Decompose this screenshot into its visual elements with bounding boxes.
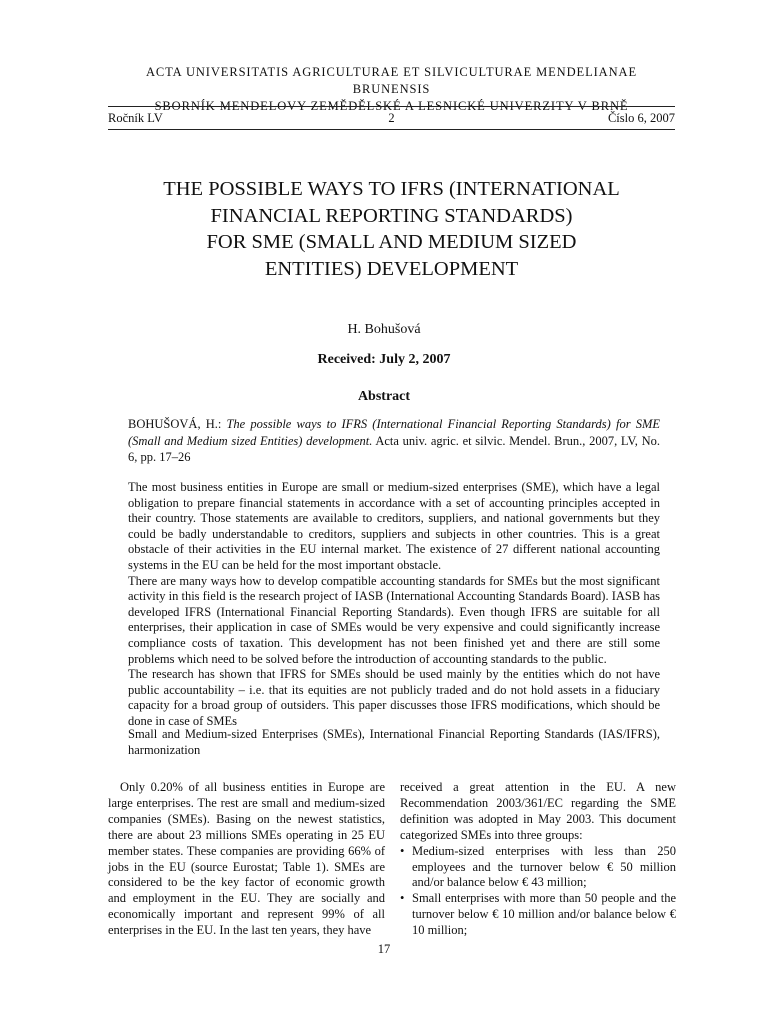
abstract-paragraph: There are many ways how to develop compatible accounting standards for SMEs but the most significant activity in this field is the research project of IASB (International Accounting Standards Board). IASB has developed IFRS (International Financial Reporting Standards). Even though IFRS are suitable for all enterprises, their application in case of SMEs would be very expensive and could significantly increase compliance costs of taxation. This development has not been finished yet and there are still some problems which need to be solved before the introduction of accounting standards to the public. [128,573,660,666]
running-header [108,106,675,130]
journal-name-czech: SBORNÍK MENDELOVY ZEMĚDĚLSKÉ A LESNICKÉ UNIVERZITY V BRNĚ [154,99,629,113]
title-line: THE POSSIBLE WAYS TO IFRS (INTERNATIONAL [163,178,620,200]
issue-label: Číslo 6, 2007 [607,111,675,125]
abstract-heading: Abstract [357,389,411,404]
volume-label: Ročník LV [108,111,163,125]
body-paragraph: received a great attention in the EU. A new Recommendation 2003/361/EC regarding the SME definition was adopted in May 2003. This document categorized SMEs into three groups: [400,780,676,842]
citation-title: The possible ways to IFRS (International Financial Reporting Standards) for SME (Small and Medium sized Entities) development. [128,417,660,448]
author: H. Bohušová [347,322,421,337]
list-item: • Small enterprises with more than 50 people and the turnover below € 10 million and/or balance below € 10 million; [400,891,676,939]
title-line: FINANCIAL REPORTING STANDARDS) [210,204,573,227]
citation-authors: BOHUŠOVÁ, H.: [128,417,222,431]
page-number: 17 [377,942,391,956]
list-item: • Medium-sized enterprises with less than 250 employees and the turnover below € 50 million and/or balance below € 43 million; [400,844,676,892]
sme-group-list [400,844,676,939]
issue-page-number: 2 [388,111,395,125]
journal-name-latin: ACTA UNIVERSITATIS AGRICULTURAE ET SILVICULTURAE MENDELIANAE BRUNENSIS [145,65,637,96]
body-column-left: Only 0.20% of all business entities in Europe are large enterprises. The rest are small and medium-sized companies (SMEs). Basing on the newest statistics, there are about 23 millions SMEs operating in 25 EU member states. These companies are providing 66% of jobs in the EU (source Eurostat; Table 1). SMEs are considered to be the key factor of economic growth and employment in the EU. They are socially and economically important and represent 99% of all enterprises in the EU. In the last ten years, they have [108,780,385,938]
paper-title [108,176,675,282]
citation [128,416,660,466]
title-line: FOR SME (SMALL AND MEDIUM SIZED [206,231,577,253]
title-line: ENTITIES) DEVELOPMENT [264,257,519,280]
abstract-paragraph: The most business entities in Europe are small or medium-sized enterprises (SME), which have a legal obligation to prepare financial statements in accordance with a set of accounting principles accepted in their country. Those statements are available to creditors, suppliers, and national governments but they could be badly understandable to creditors, suppliers and subjects in other countries. This is a great obstacle of their activities in the EU internal market. The existence of 27 different national accounting systems in the EU can be held for the most important obstacle. [128,480,660,572]
citation-source: Acta univ. agric. et silvic. Mendel. Brun., 2007, LV, No. 6, pp. 17–26 [128,433,660,464]
keywords: Small and Medium-sized Enterprises (SMEs), International Financial Reporting Standards (IAS/IFRS), harmonization [128,727,660,757]
abstract-paragraph: The research has shown that IFRS for SMEs should be used mainly by the entities which do not have public accountability – i.e. that its equities are not publicly traded and do not hold assets in a fiduciary capacity for a broad group of outsiders. This paper discusses those IFRS modifications, which should be done in case of SMEs [128,667,660,728]
received-date: Received: July 2, 2007 [317,352,451,367]
abstract-text [128,480,660,730]
body-column-right [400,780,676,939]
